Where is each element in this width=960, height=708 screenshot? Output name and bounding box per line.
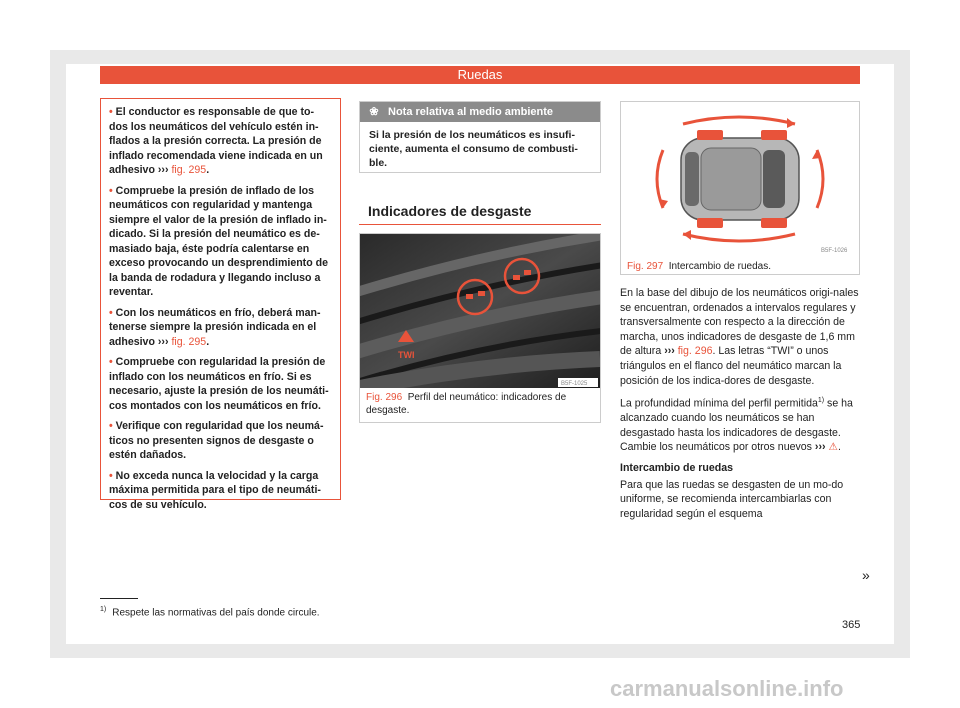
wheel-front-left — [761, 130, 787, 140]
warning-triangle-icon: ⚠ — [828, 441, 838, 454]
figure-link[interactable]: fig. 296 — [677, 345, 713, 358]
figure-label: Fig. 297 — [627, 261, 664, 272]
wheel-front-right — [761, 218, 787, 228]
bullet-item: • Verifique con regularidad que los neumá-ticos no presenten signos de desgaste o estén dañados. — [109, 420, 324, 461]
section-title: Indicadores de desgaste — [368, 203, 532, 219]
bullet-item: • No exceda nunca la velocidad y la carga máxima permitida para el tipo de neumáti-cos de su vehículo. — [109, 469, 321, 511]
footnote: $^{1)}$ Respete las normativas del país donde circule. — [100, 606, 320, 619]
rotation-diagram — [621, 102, 859, 257]
figure-label: Fig. 296 — [366, 392, 403, 403]
environment-note — [359, 101, 601, 173]
twi-label: TWI — [398, 350, 415, 360]
figure-caption — [621, 257, 859, 276]
continue-icon: » — [862, 567, 870, 583]
footnote-rule — [100, 598, 138, 599]
footnote-marker: 1) — [817, 397, 825, 405]
figure-297 — [620, 101, 860, 275]
paragraph: La profundidad mínima del perfil permitida$^{1)}$ se ha alcanzado cuando los neumáticos se han desgastado hasta los indicadores de desgaste. Cambie los neumáticos por otros nuevos ››› ⚠. — [620, 397, 853, 454]
wheel-rear-right — [697, 218, 723, 228]
subheading: Intercambio de ruedas — [620, 462, 734, 475]
section-rule — [359, 224, 601, 225]
tread-image — [360, 234, 600, 388]
chapter-header: Ruedas — [100, 66, 860, 84]
figure-link[interactable]: fig. 295 — [171, 335, 207, 348]
bullet-item: • Compruebe con regularidad la presión de inflado con los neumáticos en frío. Si es necesario, ajuste la presión de los neumáti-cos montados con los neumáticos en frío. — [109, 356, 329, 412]
body-text — [620, 286, 860, 527]
caption-text: Intercambio de ruedas. — [668, 261, 771, 272]
bullet-item: • Con los neumáticos en frío, deberá man-tenerse siempre la presión indicada en el adhesivo ››› fig. 295. — [109, 306, 321, 348]
car-top-view — [681, 138, 799, 220]
note-body: Si la presión de los neumáticos es insufi-ciente, aumenta el consumo de combusti-ble. — [369, 129, 578, 169]
caption-text: Perfil del neumático: indicadores de desgaste. — [366, 392, 567, 416]
bullet-item: • El conductor es responsable de que to-dos los neumáticos del vehículo estén in-flados a la presión correcta. La presión de inflado recomendada viene indicada en un adhesivo ››› fig. 295. — [109, 106, 323, 176]
leaf-icon: ❀ — [369, 106, 379, 118]
page-number: 365 — [842, 619, 861, 631]
figure-code: B5F-1025 — [561, 381, 588, 387]
figure-296 — [359, 233, 601, 423]
paragraph: En la base del dibujo de los neumáticos origi-nales se encuentran, ordenados a intervalos regulares y transversalmente con respecto a la dirección de marcha, unos indicadores de desgaste de 1,6 mm de altura ››› fig. 296. Las letras “TWI” o unos triángulos en el flanco del neumático marcan la posición de los indica-dores de desgaste. — [620, 287, 859, 387]
figure-link[interactable]: fig. 295 — [171, 164, 207, 176]
warning-box — [100, 98, 341, 511]
watermark: carmanualsonline.info — [610, 676, 844, 701]
figure-code: B5F-1026 — [821, 248, 848, 254]
paragraph: Para que las ruedas se desgasten de un mo-do uniforme, se recomienda intercambiarlas con regularidad según el esquema — [620, 478, 844, 520]
wheel-rear-left — [697, 130, 723, 140]
bullet-item: • Compruebe la presión de inflado de los neumáticos con regularidad y mantenga siempre el valor de la presión de inflado in-dicado. Si la presión del neumático es de-masiado baja, éste podría calentarse en exceso provocando un desprendimiento de la banda de rodadura y llegando incluso a reventar. — [109, 184, 328, 298]
note-header — [360, 102, 600, 122]
note-title: Nota relativa al medio ambiente — [388, 106, 554, 118]
figure-caption — [360, 388, 600, 420]
